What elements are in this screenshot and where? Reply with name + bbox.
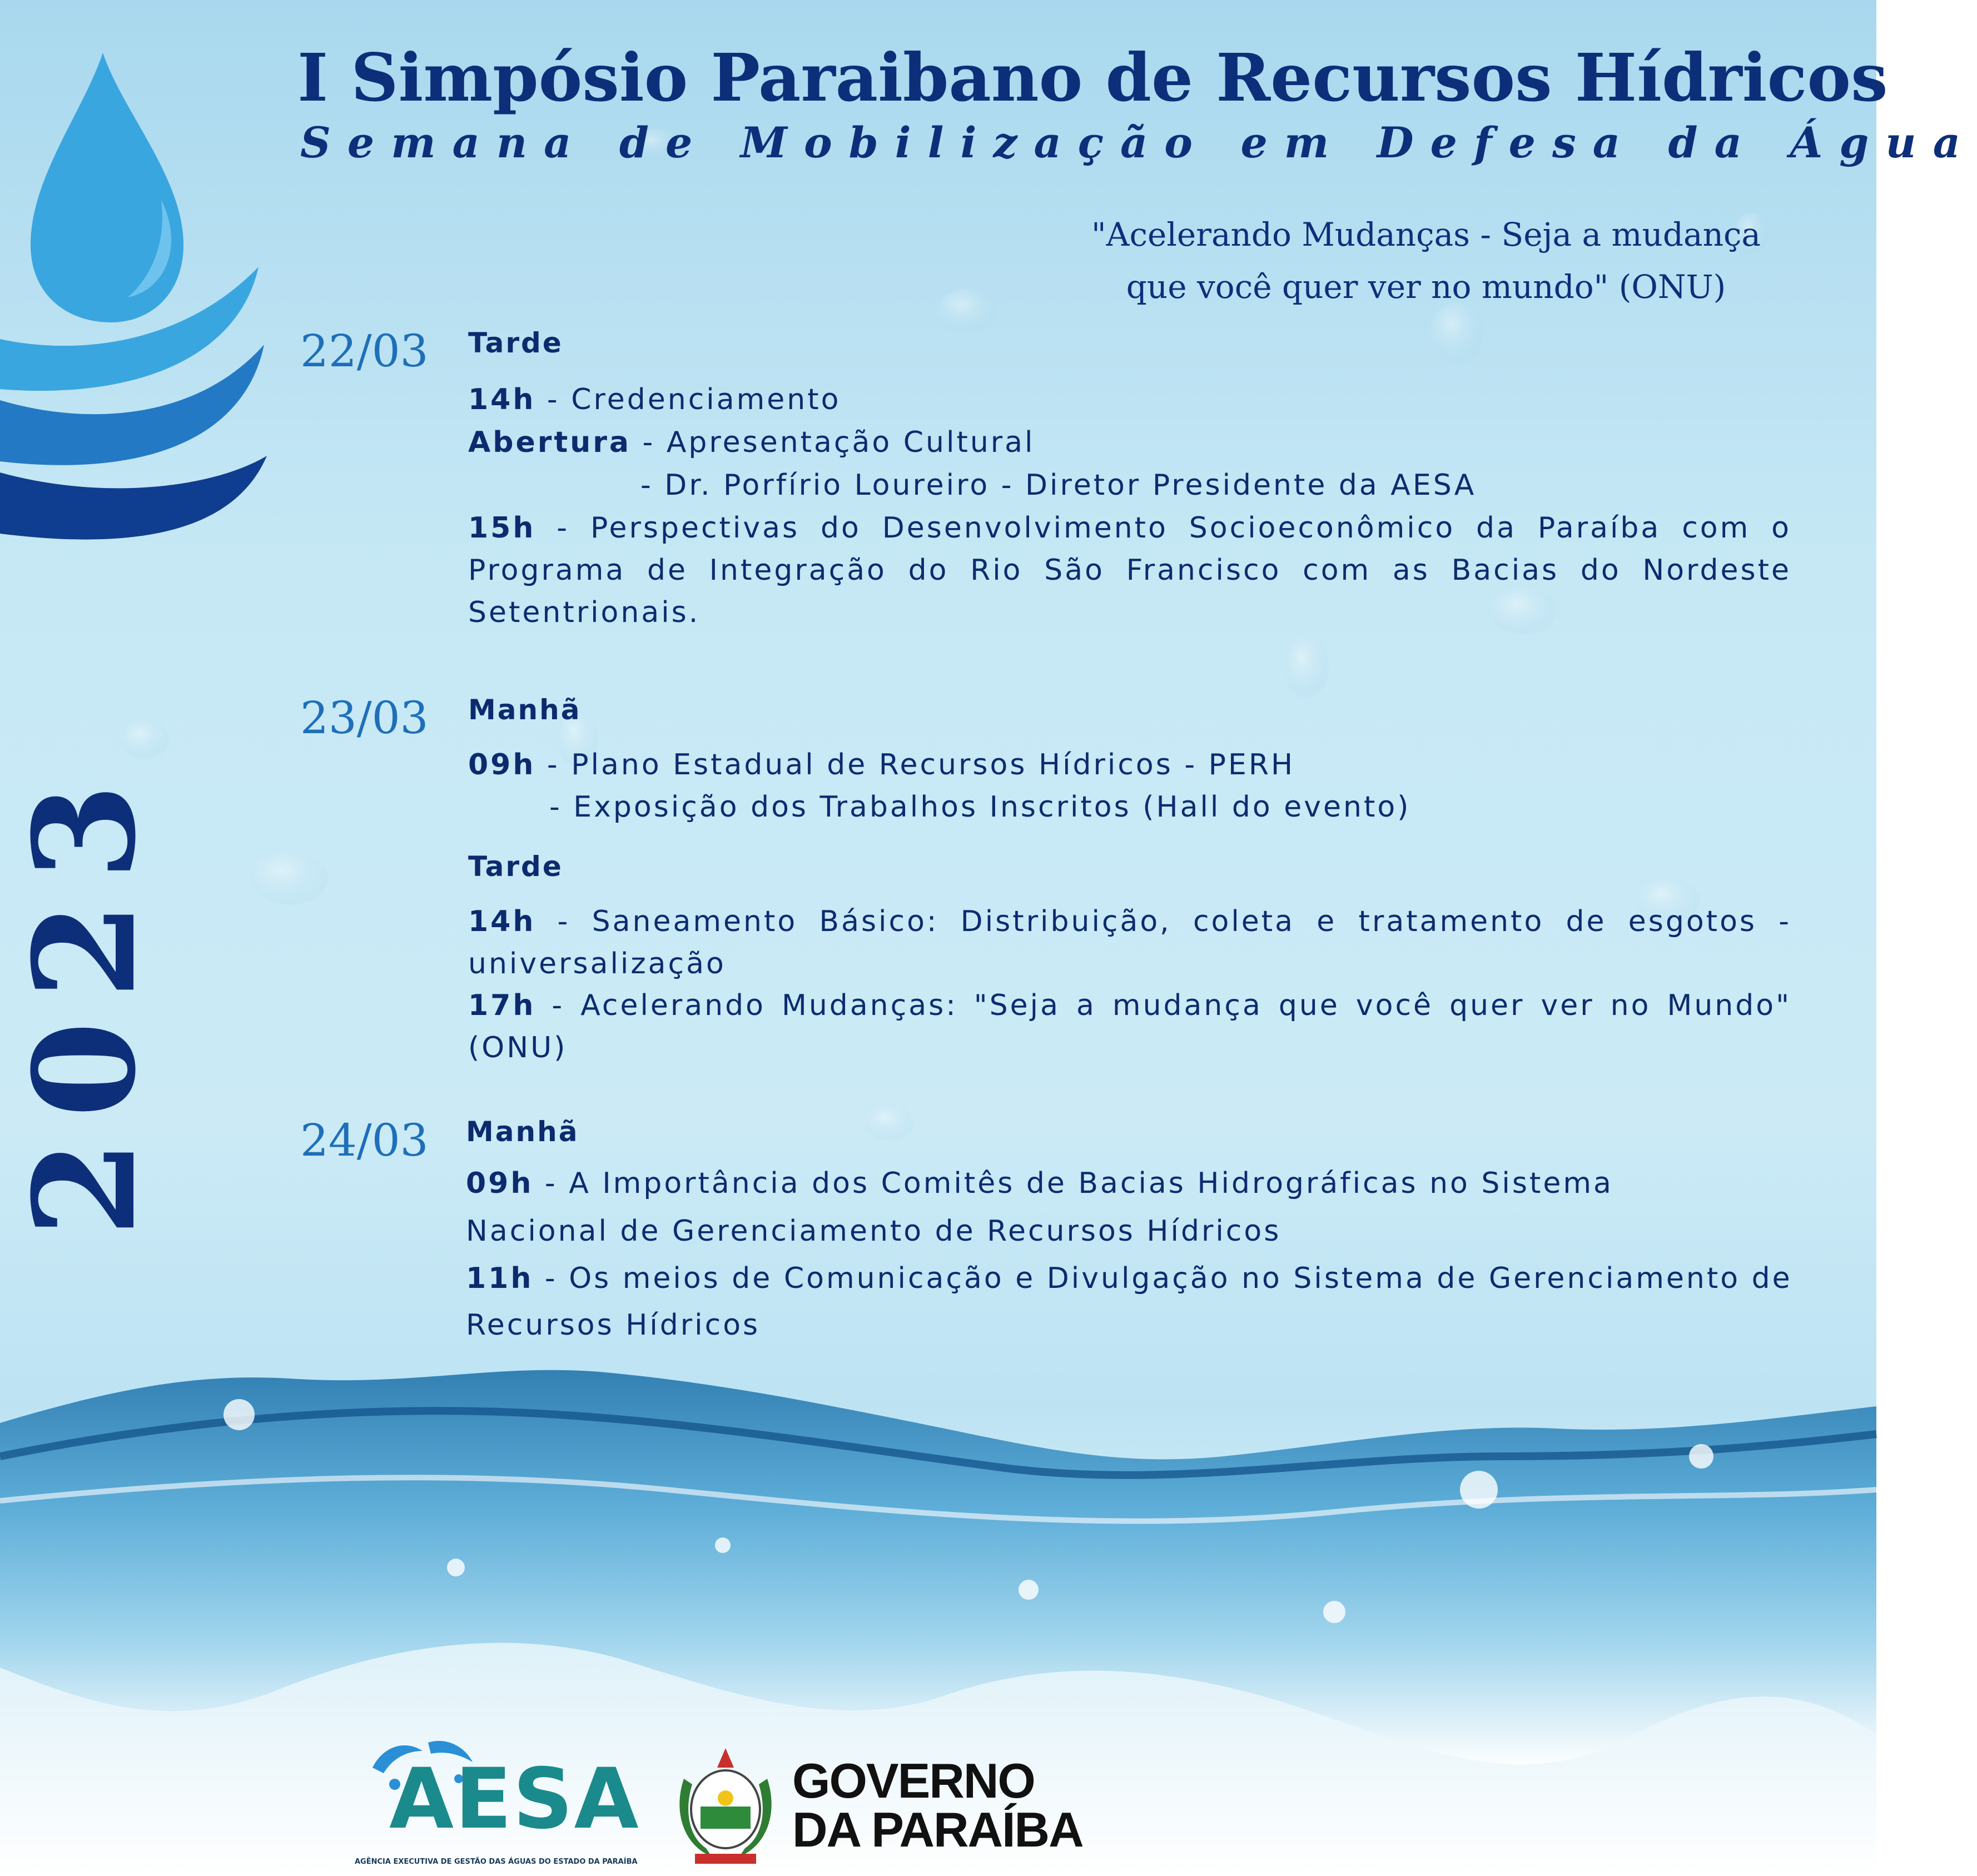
day2-period-manha: Manhã (468, 694, 582, 726)
day1-period-tarde: Tarde (468, 327, 563, 359)
aesa-logo-text: AESA (389, 1751, 640, 1848)
day2-item-1 (468, 743, 1295, 787)
year-vertical (3, 761, 166, 1240)
day3-item-2 (466, 1255, 1822, 1348)
day1-item-2 (468, 421, 1035, 464)
aesa-full-name: AGÊNCIA EXECUTIVA DE GESTÃO DAS ÁGUAS DO ESTADO DA PARAÍBA (355, 1858, 638, 1866)
gov-line: GOVERNO (792, 1753, 1035, 1808)
paraiba-coat-of-arms-icon (673, 1745, 778, 1868)
day3-period-manha: Manhã (466, 1116, 579, 1148)
item-text: - Plano Estadual de Recursos Hídricos - PERH (535, 748, 1295, 782)
item-text: - Credenciamento (535, 383, 841, 416)
time-label: 14h (468, 905, 536, 938)
item-text: - Acelerando Mudanças: "Seja a mudança que você quer ver no Mundo" (ONU) (468, 989, 1791, 1064)
water-splash (0, 1370, 1876, 1764)
day2-item-4 (468, 984, 1791, 1069)
event-title: I Simpósio Paraibano de Recursos Hídricos (297, 39, 1888, 116)
item-text: - A Importância dos Comitês de Bacias Hidrográficas no Sistema Nacional de Gerenciamento de Recursos Hídricos (466, 1167, 1613, 1248)
item-text: - Saneamento Básico: Distribuição, coleta e tratamento de esgotos - universalização (468, 905, 1791, 981)
item-text: - Perspectivas do Desenvolvimento Socioeconômico da Paraíba com o Programa de Integração do Rio São Francisco com as Bacias do Nordeste Setentrionais. (468, 511, 1791, 629)
time-label: 17h (468, 989, 536, 1022)
year-text: 2023 (3, 761, 166, 1237)
item-text: - Apresentação Cultural (631, 426, 1035, 459)
time-label: 11h (466, 1262, 534, 1295)
time-label: Abertura (468, 426, 631, 459)
day2-date: 23/03 (300, 692, 429, 744)
time-label: 09h (466, 1167, 534, 1200)
day2-period-tarde: Tarde (468, 850, 563, 883)
event-quote (1056, 208, 1796, 313)
item-text: - Os meios de Comunicação e Divulgação no Sistema de Gerenciamento de Recursos Hídricos (466, 1262, 1792, 1342)
day3-item-1 (466, 1160, 1711, 1255)
day2-item-2: - Exposição dos Trabalhos Inscritos (Hall do evento) (549, 790, 1411, 824)
time-label: 14h (468, 383, 536, 416)
gov-line: DA PARAÍBA (792, 1802, 1083, 1857)
day1-item-4 (468, 507, 1791, 634)
time-label: 15h (468, 511, 536, 545)
time-label: 09h (468, 748, 536, 782)
drop-logo-icon (0, 53, 267, 540)
sponsor-logos (350, 1734, 1083, 1873)
day1-date: 22/03 (300, 325, 429, 377)
quote-line: que você quer ver no mundo" (ONU) (1126, 268, 1726, 306)
day2-item-3 (468, 900, 1791, 985)
event-subtitle: Semana de Mobilização em Defesa da Água (300, 118, 1977, 167)
day1-item-3: - Dr. Porfírio Loureiro - Diretor Presidente da AESA (640, 469, 1477, 502)
governo-paraiba-logo (792, 1753, 1083, 1857)
day1-item-1 (468, 378, 841, 421)
day3-date: 24/03 (300, 1114, 429, 1166)
quote-line: "Acelerando Mudanças - Seja a mudança (1091, 216, 1761, 253)
